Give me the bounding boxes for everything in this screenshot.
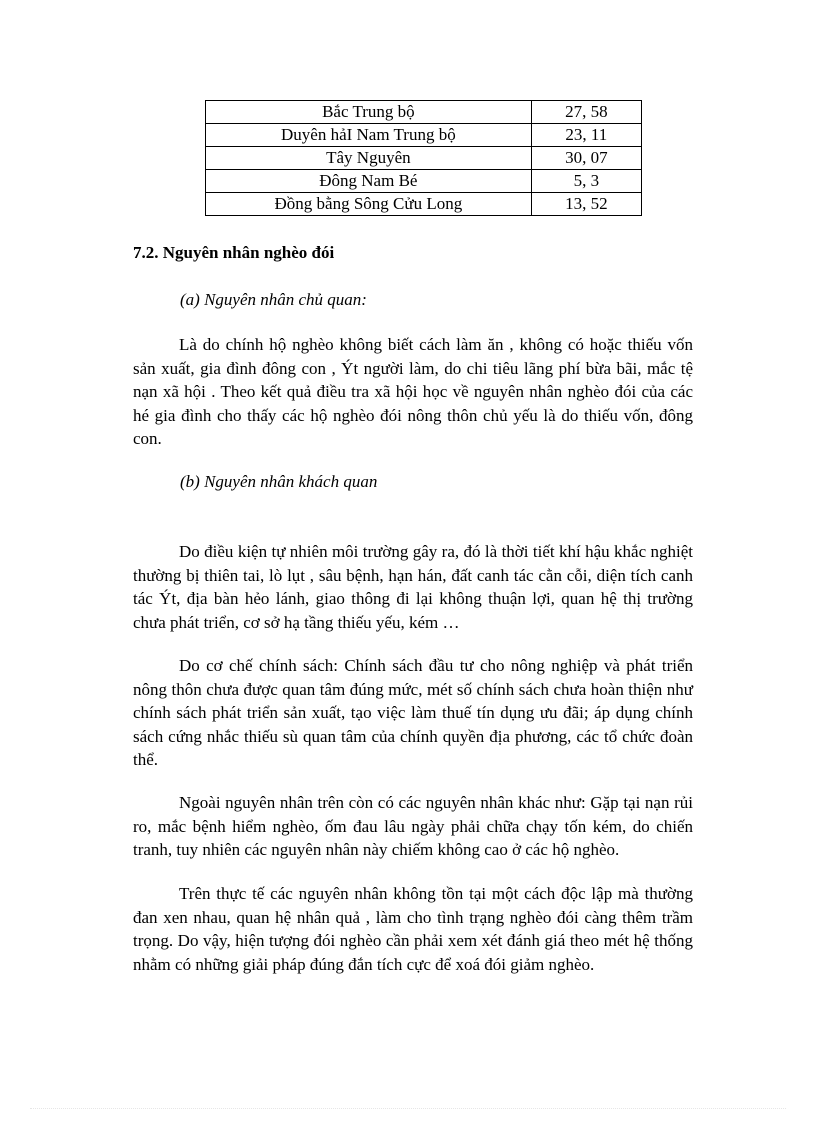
paragraph-other-causes: Ngoài nguyên nhân trên còn có các nguyên nhân khác như: Gặp tại nạn rủi ro, mắc bệnh hiểm nghèo, ốm đau lâu ngày phải chữa chạy tốn kém, do chiến tranh, tuy nhiên các nguyên nhân này chiếm không cao ở các hộ nghèo.	[133, 793, 693, 859]
value-cell: 27, 58	[531, 101, 641, 124]
region-cell: Đông Nam Bé	[206, 170, 532, 193]
paragraph-natural-conditions: Do điều kiện tự nhiên môi trường gây ra, đó là thời tiết khí hậu khắc nghiệt thường bị thiên tai, lò lụt , sâu bệnh, hạn hán, đất canh tác cằn cỗi, diện tích canh tác Ýt, địa bàn hẻo lánh, giao thông đi lại không thuận lợi, quan hệ thị trường chưa phát triển, cơ sở hạ tầng thiếu yếu, kém …	[133, 542, 693, 632]
paragraph-policy-mechanism: Do cơ chế chính sách: Chính sách đầu tư cho nông nghiệp và phát triển nông thôn chưa được quan tâm đúng mức, mét số chính sách chưa hoàn thiện như chính sách phát triển sản xuất, tạo việc làm thuế tín dụng ưu đãi; áp dụng chính sách cứng nhắc thiếu sù quan tâm của chính quyền địa phương, các tổ chức đoàn thể.	[133, 656, 693, 769]
subheading-subjective-causes: (a) Nguyên nhân chủ quan:	[180, 290, 367, 309]
subheading-objective-causes: (b) Nguyên nhân khách quan	[180, 472, 378, 491]
table-row	[206, 101, 642, 124]
table-row	[206, 193, 642, 216]
table-row	[206, 170, 642, 193]
paragraph-subjective-causes: Là do chính hộ nghèo không biết cách làm ăn , không có hoặc thiếu vốn sản xuất, gia đình đông con , Ýt người làm, do chi tiêu lãng phí bừa bãi, mắc tệ nạn xã hội . Theo kết quả điều tra xã hội học về nguyên nhân nghèo đói của các hé gia đình cho thấy các hộ nghèo đói nông thôn chủ yếu là do thiếu vốn, đông con.	[133, 335, 693, 448]
table-row	[206, 147, 642, 170]
page-bottom-divider	[30, 1108, 786, 1109]
value-cell: 30, 07	[531, 147, 641, 170]
section-heading: 7.2. Nguyên nhân nghèo đói	[133, 243, 335, 262]
region-cell: Bắc Trung bộ	[206, 101, 532, 124]
paragraph-interrelated-causes: Trên thực tế các nguyên nhân không tồn tại một cách độc lập mà thường đan xen nhau, quan hệ nhân quả , làm cho tình trạng nghèo đói càng thêm trầm trọng. Do vậy, hiện tượng đói nghèo cần phải xem xét đánh giá theo mét hệ thống nhằm có những giải pháp đúng đắn tích cực để xoá đói giảm nghèo.	[133, 884, 693, 974]
value-cell: 5, 3	[531, 170, 641, 193]
poverty-rate-table	[205, 100, 642, 216]
value-cell: 13, 52	[531, 193, 641, 216]
value-cell: 23, 11	[531, 124, 641, 147]
table-row	[206, 124, 642, 147]
region-cell: Duyên hảI Nam Trung bộ	[206, 124, 532, 147]
region-cell: Tây Nguyên	[206, 147, 532, 170]
region-cell: Đồng bằng Sông Cửu Long	[206, 193, 532, 216]
